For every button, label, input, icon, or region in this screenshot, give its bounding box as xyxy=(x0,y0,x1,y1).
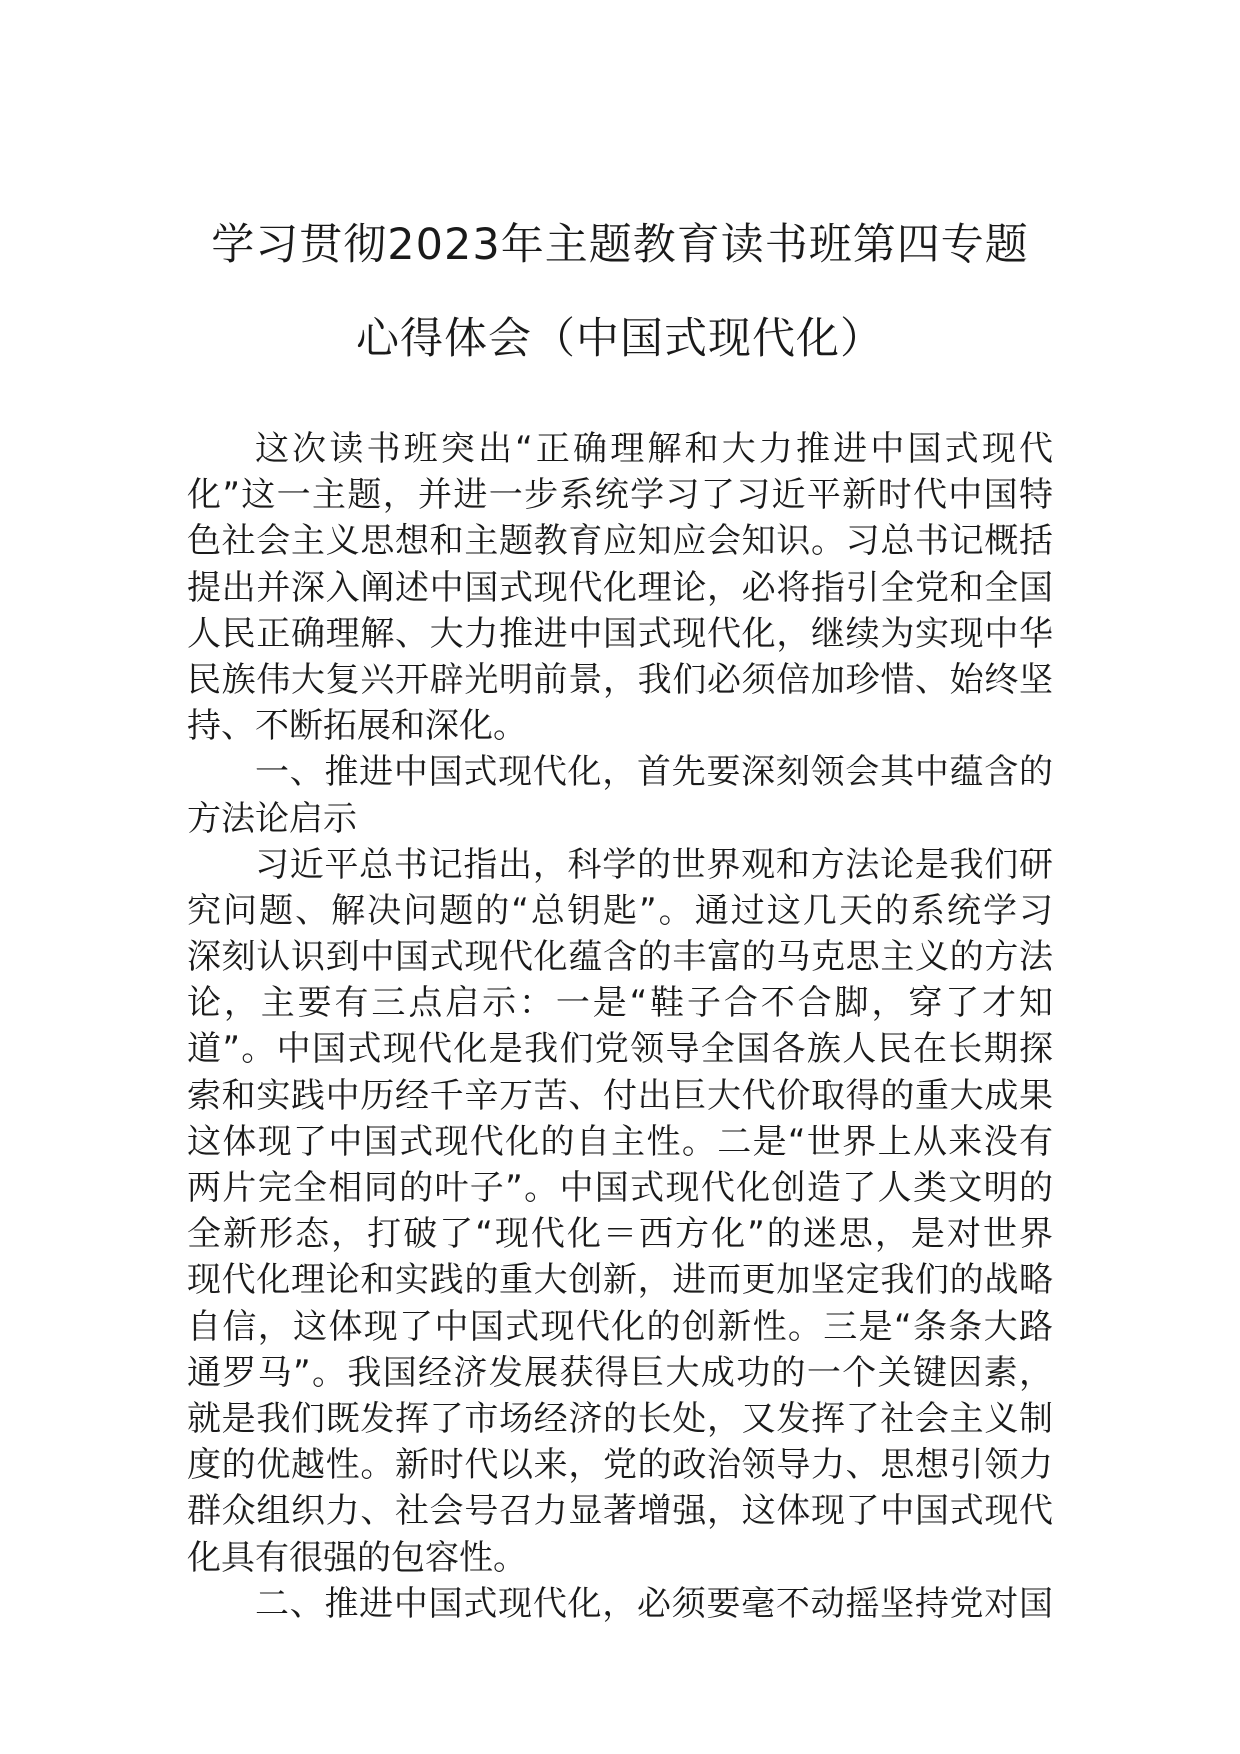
body-text-line: 论，主要有三点启示：一是“鞋子合不合脚，穿了才知 xyxy=(187,983,1053,1024)
body-text-line: 群众组织力、社会号召力显著增强，这体现了中国式现代 xyxy=(187,1491,1053,1532)
body-text-line: 这次读书班突出“正确理解和大力推进中国式现代 xyxy=(255,429,1053,469)
document-title-line-2: 心得体会（中国式现代化） xyxy=(356,314,884,364)
body-text-line: 度的优越性。新时代以来，党的政治领导力、思想引领力 xyxy=(187,1445,1053,1486)
body-text-line: 方法论启示 xyxy=(187,798,357,839)
body-text-line: 全新形态，打破了“现代化＝西方化”的迷思，是对世界 xyxy=(187,1214,1053,1255)
document-title-line-1: 学习贯彻2023年主题教育读书班第四专题 xyxy=(211,220,1029,270)
body-text-line: 色社会主义思想和主题教育应知应会知识。习总书记概括 xyxy=(187,521,1053,562)
body-text-line: 通罗马”。我国经济发展获得巨大成功的一个关键因素， xyxy=(187,1352,1053,1393)
body-text-line: 两片完全相同的叶子”。中国式现代化创造了人类文明的 xyxy=(187,1168,1053,1208)
body-text-line: 习近平总书记指出，科学的世界观和方法论是我们研 xyxy=(255,844,1053,885)
body-text-line: 就是我们既发挥了市场经济的长处，又发挥了社会主义制 xyxy=(187,1398,1053,1439)
body-text-line: 二、推进中国式现代化，必须要毫不动摇坚持党对国 xyxy=(255,1583,1053,1624)
body-text-line: 这体现了中国式现代化的自主性。二是“世界上从来没有 xyxy=(187,1121,1053,1162)
body-text-line: 道”。中国式现代化是我们党领导全国各族人民在长期探 xyxy=(187,1029,1053,1070)
body-text-line: 索和实践中历经千辛万苦、付出巨大代价取得的重大成果 xyxy=(187,1075,1053,1116)
document-body xyxy=(187,426,1053,1627)
body-text-line: 现代化理论和实践的重大创新，进而更加坚定我们的战略 xyxy=(187,1260,1053,1301)
body-text-line: 人民正确理解、大力推进中国式现代化，继续为实现中华 xyxy=(187,613,1053,654)
body-text-line: 民族伟大复兴开辟光明前景，我们必须倍加珍惜、始终坚 xyxy=(187,659,1053,700)
body-text-line: 化”这一主题，并进一步系统学习了习近平新时代中国特 xyxy=(187,475,1053,516)
body-text-line: 深刻认识到中国式现代化蕴含的丰富的马克思主义的方法 xyxy=(187,937,1053,978)
body-text-line: 一、推进中国式现代化，首先要深刻领会其中蕴含的 xyxy=(255,752,1053,793)
body-text-line: 自信，这体现了中国式现代化的创新性。三是“条条大路 xyxy=(187,1306,1053,1347)
body-text-line: 化具有很强的包容性。 xyxy=(187,1537,527,1578)
body-text-line: 究问题、解决问题的“总钥匙”。通过这几天的系统学习 xyxy=(187,890,1053,931)
body-text-line: 提出并深入阐述中国式现代化理论，必将指引全党和全国 xyxy=(187,567,1053,608)
body-text-line: 持、不断拓展和深化。 xyxy=(187,706,527,747)
